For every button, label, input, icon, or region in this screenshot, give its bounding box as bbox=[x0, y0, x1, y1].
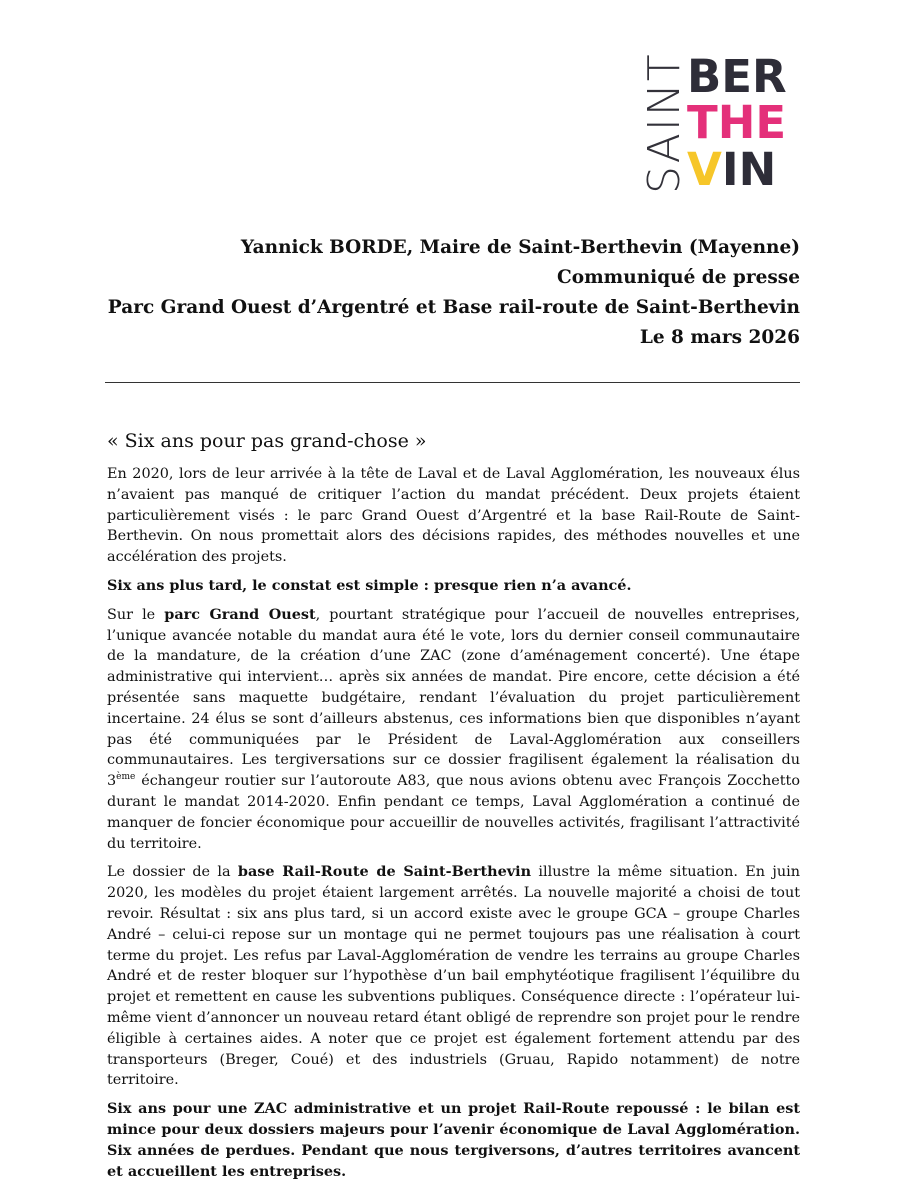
paragraph-statement: Six ans plus tard, le constat est simple : presque rien n’a avancé. bbox=[107, 576, 632, 594]
p4-text-a: Le dossier de la bbox=[107, 864, 238, 881]
press-title: « Six ans pour pas grand-chose » bbox=[107, 430, 427, 452]
p4-bold-rail-route: base Rail-Route de Saint-Berthevin bbox=[237, 863, 532, 881]
header-divider bbox=[105, 382, 800, 383]
paragraph-rail-route bbox=[107, 862, 800, 1091]
logo-row-vin bbox=[687, 143, 777, 196]
date-line: Le 8 mars 2026 bbox=[639, 327, 800, 348]
p3-superscript: ème bbox=[116, 772, 136, 783]
press-body bbox=[107, 428, 800, 1190]
paragraph-conclusion: Six ans pour une ZAC administrative et un projet Rail-Route repoussé : le bilan est mince pour deux dossiers majeurs pour l’avenir économique de Laval Agglomération. Six années de perdues. Pendant que nous tergiversons, d’autres territoires avancent et accueillent les entreprises. bbox=[107, 1100, 800, 1180]
doc-type-line: Communiqué de presse bbox=[557, 267, 800, 288]
subject-line: Parc Grand Ouest d’Argentré et Base rail-route de Saint-Berthevin bbox=[107, 297, 800, 318]
saint-berthevin-logo bbox=[641, 52, 801, 202]
p3-text-c: , pourtant stratégique pour l’accueil de nouvelles entreprises, l’unique avancée notable du mandat aura été le vote, lors du dernier conseil communautaire de la mandature, de la création d’une ZAC (zone d’aménagement concerté). Une étape administrative qui intervient… après six années de mandat. Pire encore, cette décision a été présentée sans maquette budgétaire, rendant l’évaluation du projet particulièrement incertaine. 24 élus se sont d’ailleurs abstenus, ces informations bien que disponibles n’ayant pas été communiquées par le Président de Laval-Agglomération aux conseillers communautaires. Les tergiversations sur ce dossier fragilisent également la réalisation du 3 bbox=[107, 606, 801, 790]
paragraph-intro: En 2020, lors de leur arrivée à la tête de Laval et de Laval Agglomération, les nouveaux élus n’avaient pas manqué de critiquer l’action du mandat précédent. Deux projets étaient particulièrement visés : le parc Grand Ouest d’Argentré et la base Rail-Route de Saint-Berthevin. On nous promettait alors des décisions rapides, des méthodes nouvelles et une accélération des projets. bbox=[107, 466, 800, 566]
p3-bold-parc-grand-ouest: parc Grand Ouest bbox=[164, 605, 316, 623]
p3-text-d: échangeur routier sur l’autoroute A83, que nous avions obtenu avec François Zocchetto durant le mandat 2014-2020. Enfin pendant ce temps, Laval Agglomération a continué de manquer de foncier économique pour accueillir de nouvelles activités, fragilisant l’attractivité du territoire. bbox=[107, 773, 800, 852]
press-header bbox=[108, 233, 800, 353]
logo-v-text: V bbox=[687, 143, 722, 196]
logo-saint-text: SAINT bbox=[639, 52, 690, 194]
logo-in-text: IN bbox=[721, 143, 777, 196]
logo-row-the bbox=[687, 96, 787, 149]
logo-the-text: THE bbox=[687, 96, 787, 149]
p4-text-c: illustre la même situation. En juin 2020, les modèles du projet étaient largement arrêtés. La nouvelle majorité a choisi de tout revoir. Résultat : six ans plus tard, si un accord existe avec le groupe GCA – groupe Charles André – celui-ci repose sur un montage qui ne permet toujours pas une réalisation à court terme du projet. Les refus par Laval-Agglomération de vendre les terrains au groupe Charles André et de rester bloquer sur l’hypothèse d’un bail emphytéotique fragilisent l’équilibre du projet et remettent en cause les subventions publiques. Conséquence directe : l’opérateur lui-même vient d’annoncer un nouveau retard étant obligé de reprendre son projet pour le rendre éligible à certaines aides. A noter que ce projet est également fortement attendu par des transporteurs (Breger, Coué) et des industriels (Gruau, Rapido notamment) de notre territoire. bbox=[107, 864, 800, 1089]
p3-text-a: Sur le bbox=[107, 606, 165, 623]
author-line: Yannick BORDE, Maire de Saint-Berthevin (Mayenne) bbox=[240, 237, 800, 258]
paragraph-parc-grand-ouest bbox=[107, 605, 800, 855]
logo-row-ber: BER bbox=[687, 50, 787, 103]
